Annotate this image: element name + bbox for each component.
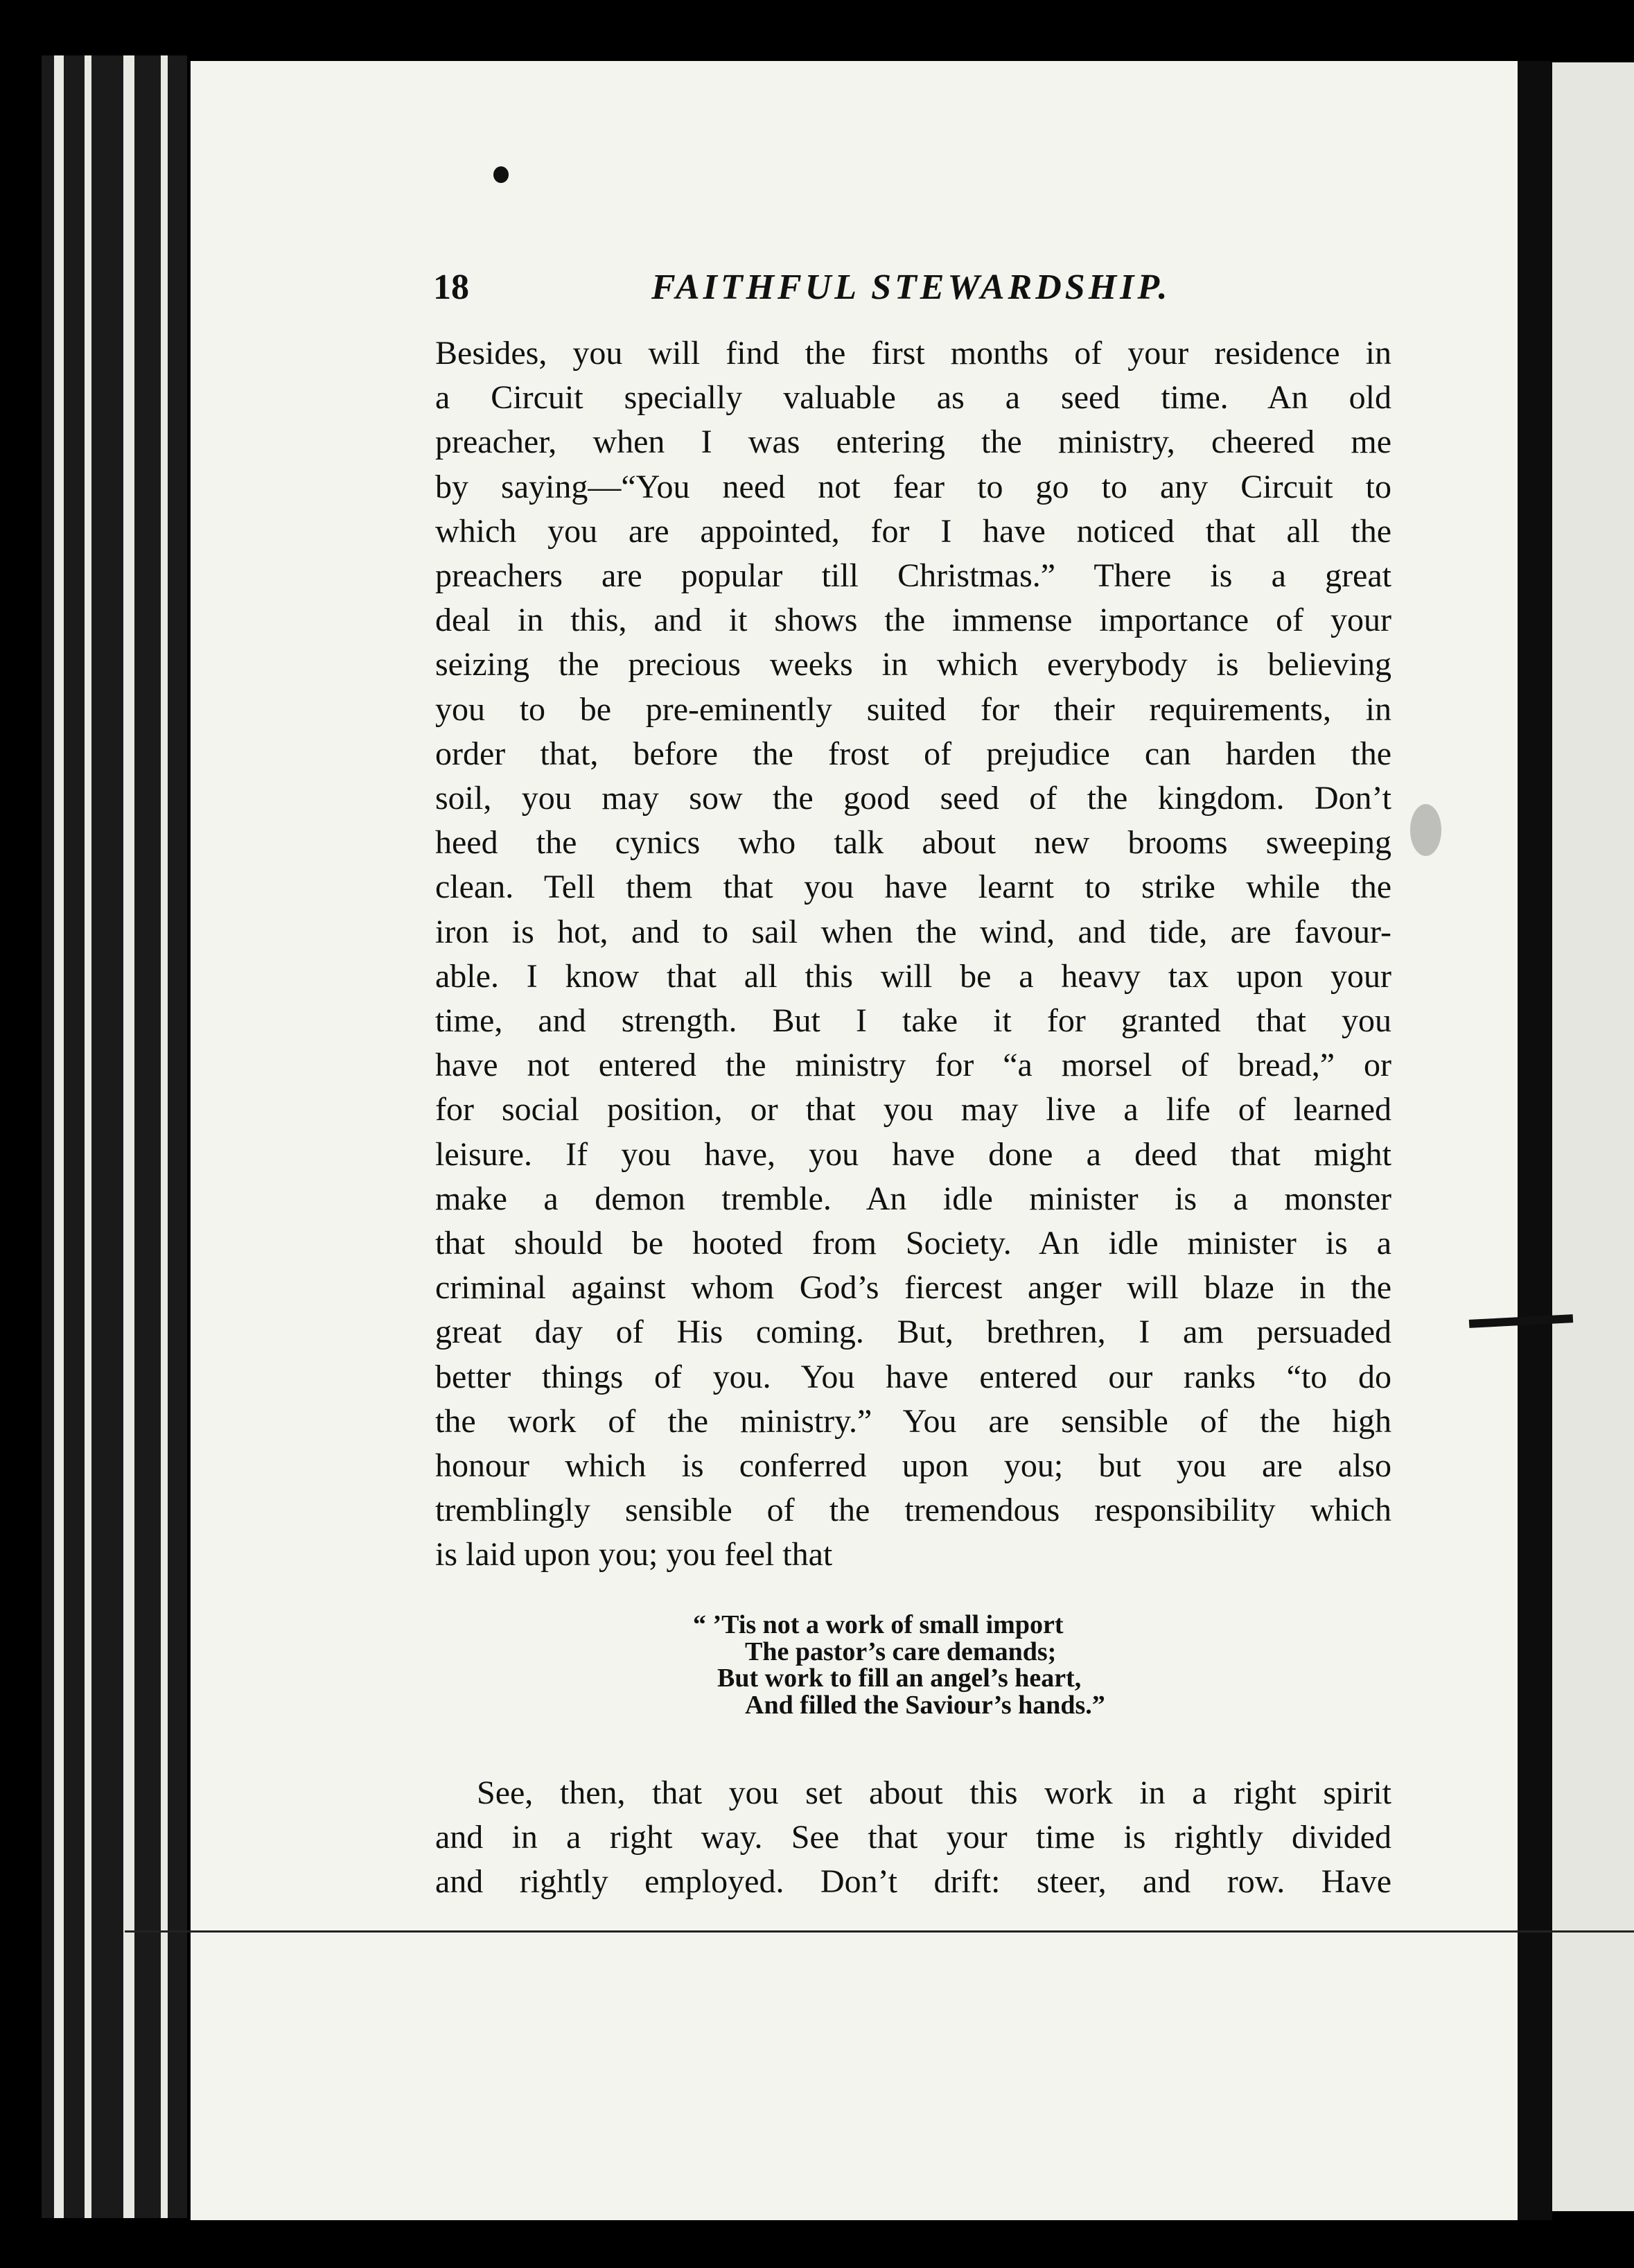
- text-line: a Circuit specially valuable as a seed time. An old: [435, 379, 1391, 417]
- scan-rule-line: [125, 1930, 1634, 1933]
- text-line: you to be pre-eminently suited for their requirements, in: [435, 690, 1391, 728]
- text-line: heed the cynics who talk about new brooms sweeping: [435, 824, 1391, 862]
- text-line: See, then, that you set about this work in a right spirit: [477, 1774, 1391, 1811]
- text-line: make a demon tremble. An idle minister is a monster: [435, 1180, 1391, 1217]
- text-line: Besides, you will find the first months of your residence in: [435, 335, 1391, 372]
- closing-paragraph: [435, 1771, 1391, 1904]
- text-line: and in a right way. See that your time is rightly divided: [435, 1819, 1391, 1856]
- text-line: which you are appointed, for I have noticed that all the: [435, 512, 1391, 550]
- text-line: and rightly employed. Don’t drift: steer, and row. Have: [435, 1863, 1391, 1900]
- text-line: the work of the ministry.” You are sensible of the high: [435, 1402, 1391, 1440]
- text-line: is laid upon you; you feel that: [435, 1536, 833, 1573]
- text-line: honour which is conferred upon you; but you are also: [435, 1447, 1391, 1485]
- page-smudge: [1410, 804, 1441, 856]
- book-page-edges: [42, 55, 187, 2218]
- text-line: clean. Tell them that you have learnt to strike while the: [435, 869, 1391, 906]
- text-line: preacher, when I was entering the ministry, cheered me: [435, 424, 1391, 461]
- text-line: soil, you may sow the good seed of the kingdom. Don’t: [435, 780, 1391, 817]
- text-line: seizing the precious weeks in which everybody is believing: [435, 646, 1391, 683]
- verse-line: And filled the Saviour’s hands.”: [745, 1690, 1105, 1720]
- text-line: great day of His coming. But, brethren, I am persuaded: [435, 1314, 1391, 1351]
- text-line: leisure. If you have, you have done a deed that might: [435, 1135, 1391, 1173]
- body-paragraph: [435, 331, 1391, 1578]
- verse-line: “ ’Tis not a work of small import: [693, 1610, 1064, 1639]
- running-head: FAITHFUL STEWARDSHIP.: [651, 268, 1171, 307]
- text-line: by saying—“You need not fear to go to any Circuit to: [435, 468, 1391, 505]
- verse-line: The pastor’s care demands;: [745, 1637, 1057, 1666]
- text-line: able. I know that all this will be a heavy tax upon your: [435, 957, 1391, 995]
- text-line: deal in this, and it shows the immense importance of your: [435, 602, 1391, 639]
- text-line: better things of you. You have entered our ranks “to do: [435, 1358, 1391, 1395]
- facing-page-sliver: [1552, 62, 1634, 2211]
- text-line: time, and strength. But I take it for granted that you: [435, 1002, 1391, 1040]
- text-line: order that, before the frost of prejudice can harden the: [435, 735, 1391, 772]
- ink-spot: [493, 166, 509, 183]
- text-line: for social position, or that you may live a life of learned: [435, 1091, 1391, 1128]
- text-line: preachers are popular till Christmas.” There is a great: [435, 557, 1391, 595]
- text-line: iron is hot, and to sail when the wind, and tide, are favour-: [435, 913, 1391, 950]
- page-number: 18: [433, 268, 469, 307]
- text-line: that should be hooted from Society. An idle minister is a: [435, 1225, 1391, 1262]
- page-gutter-shadow: [1518, 61, 1552, 2220]
- text-line: criminal against whom God’s fiercest anger will blaze in the: [435, 1269, 1391, 1307]
- verse-quotation: [693, 1612, 1317, 1718]
- page-header: [433, 267, 1403, 329]
- text-line: have not entered the ministry for “a morsel of bread,” or: [435, 1047, 1391, 1084]
- text-line: tremblingly sensible of the tremendous responsibility which: [435, 1492, 1391, 1529]
- verse-line: But work to fill an angel’s heart,: [717, 1664, 1082, 1693]
